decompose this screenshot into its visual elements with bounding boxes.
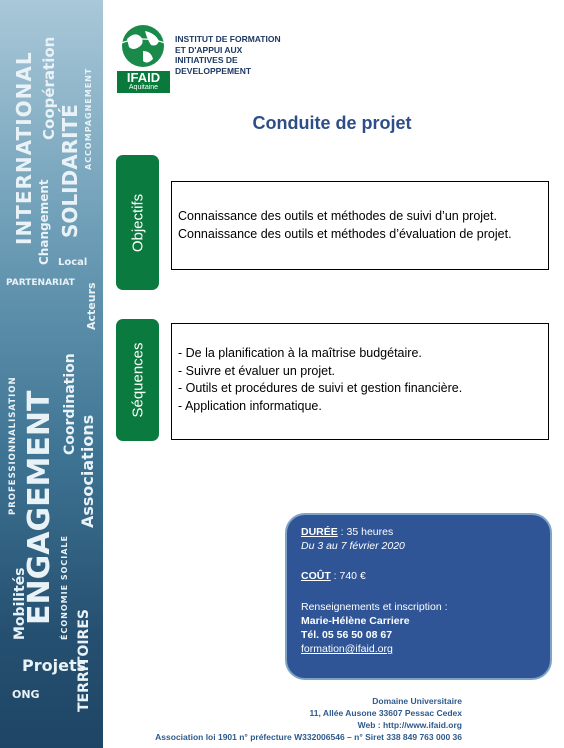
sidebar-word: INTERNATIONAL xyxy=(12,51,36,245)
footer-web-link[interactable]: Web : http://www.ifaid.org xyxy=(357,720,462,730)
institute-line: INSTITUT DE FORMATION xyxy=(175,34,281,44)
footer-address xyxy=(155,695,462,742)
sidebar-word: ONG xyxy=(12,688,40,701)
sidebar-word: TERRITOIRES xyxy=(76,609,92,712)
contact-email-link[interactable]: formation@ifaid.org xyxy=(301,643,393,655)
sidebar-word: PARTENARIAT xyxy=(6,278,75,288)
duree-label: DURÉE xyxy=(301,526,338,538)
sidebar-word: ENGAGEMENT xyxy=(22,390,57,625)
footer-line: 11, Allée Ausone 33607 Pessac Cedex xyxy=(309,708,462,718)
institute-line: ET D'APPUI AUX xyxy=(175,44,243,55)
duree-value: : 35 heures xyxy=(337,526,394,538)
sequence-item: - Outils et procédures de suivi et gestion financière. xyxy=(178,381,463,395)
institute-line: DEVELOPPEMENT xyxy=(175,65,252,76)
contact-phone: Tél. 05 56 50 08 67 xyxy=(301,629,393,641)
sidebar-word: Coordination xyxy=(62,353,78,455)
sidebar-word: SOLIDARITÉ xyxy=(58,104,82,238)
sequences-label: Séquences xyxy=(129,342,146,418)
footer-line: Domaine Universitaire xyxy=(372,696,462,706)
objectif-item: Connaissance des outils et méthodes de suivi d’un projet. xyxy=(178,209,497,223)
logo-name: IFAID xyxy=(126,70,161,85)
dates: Du 3 au 7 février 2020 xyxy=(301,540,405,552)
ifaid-logo xyxy=(117,21,170,93)
sequences-box xyxy=(171,323,549,440)
sidebar-word: ÉCONOMIE SOCIALE xyxy=(60,535,69,640)
footer-line: Association loi 1901 n° préfecture W332006546 – n° Siret 338 849 763 000 36 xyxy=(155,732,462,742)
sidebar-word: Mobilités xyxy=(12,567,28,640)
sidebar-word: Projets xyxy=(22,656,87,675)
sidebar-word: Associations xyxy=(78,414,97,528)
sequence-item: - Suivre et évaluer un projet. xyxy=(178,363,336,378)
sequence-item: - De la planification à la maîtrise budgétaire. xyxy=(178,346,422,360)
objectif-item: Connaissance des outils et méthodes d’évaluation de projet. xyxy=(178,226,512,241)
sidebar-word: Acteurs xyxy=(85,282,98,330)
sidebar-word: Coopération xyxy=(40,36,58,140)
objectifs-box xyxy=(171,181,549,270)
cout-value: : 740 € xyxy=(330,570,366,582)
institute-line: INITIATIVES DE xyxy=(175,55,238,65)
objectifs-label: Objectifs xyxy=(129,193,146,252)
institute-name xyxy=(175,34,305,76)
sidebar-word: ACCOMPAGNEMENT xyxy=(84,67,93,170)
sidebar-word: Changement xyxy=(37,179,51,265)
sidebar-word: Local xyxy=(58,257,88,268)
sequence-item: - Application informatique. xyxy=(178,398,322,413)
contact-name: Marie-Hélène Carriere xyxy=(301,615,410,627)
logo-region: Aquitaine xyxy=(128,84,159,91)
contact-title: Renseignements et inscription : xyxy=(301,601,448,613)
info-panel xyxy=(285,513,552,680)
sequences-tab xyxy=(116,319,159,441)
page-title: Conduite de projet xyxy=(252,113,412,133)
cout-label: COÛT xyxy=(301,570,331,582)
globe-icon xyxy=(117,21,170,71)
objectifs-tab xyxy=(116,155,159,290)
sidebar-word: PROFESSIONNALISATION xyxy=(8,376,18,515)
